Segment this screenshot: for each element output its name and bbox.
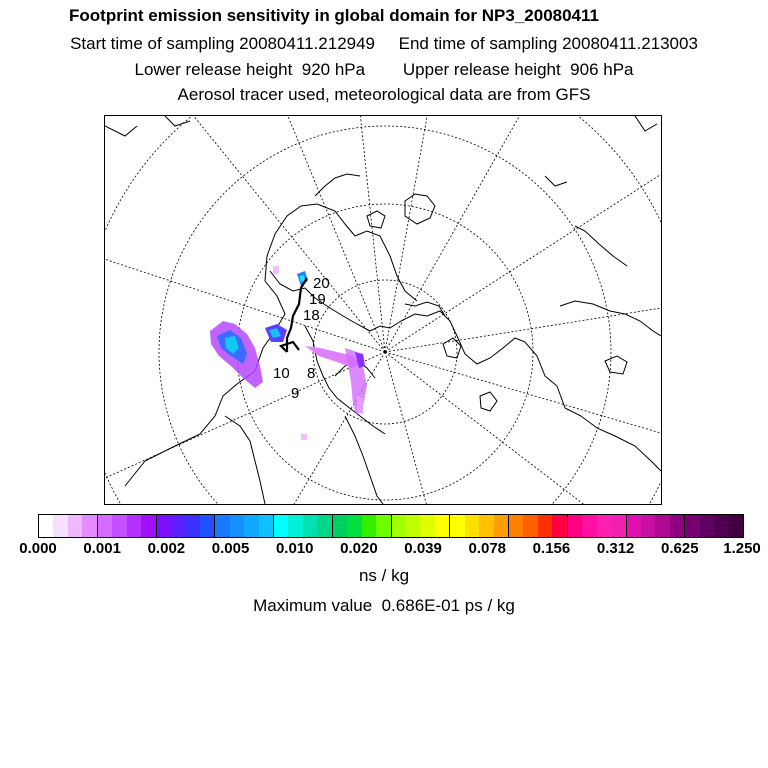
color-swatch [362, 515, 376, 537]
color-swatch [494, 515, 508, 537]
color-swatch [39, 515, 53, 537]
scale-tick-label: 0.002 [147, 540, 186, 557]
scale-tick-label: 0.010 [275, 540, 314, 557]
color-swatch [582, 515, 596, 537]
sensitivity-footprint [210, 266, 367, 440]
scale-tick-label: 0.312 [596, 540, 635, 557]
color-swatch [171, 515, 185, 537]
scale-tick-label: 0.078 [468, 540, 507, 557]
color-swatch [141, 515, 155, 537]
scale-tick-label: 0.005 [211, 540, 250, 557]
color-swatch [567, 515, 582, 537]
track-label-10: 10 [273, 365, 290, 382]
color-swatch [523, 515, 537, 537]
color-swatch [97, 515, 112, 537]
release-height-line: Lower release height 920 hPa Upper release height 906 hPa [134, 60, 634, 79]
color-swatch [259, 515, 273, 537]
color-swatch [156, 515, 171, 537]
scale-tick-label: 0.156 [532, 540, 571, 557]
graticule [105, 116, 661, 504]
color-swatch [420, 515, 434, 537]
unit-label: ns / kg [358, 566, 410, 585]
latitude-circle-outer [159, 126, 611, 504]
meridians [105, 116, 661, 504]
scale-tick-label: 0.020 [340, 540, 378, 557]
color-swatch [200, 515, 214, 537]
color-swatch [347, 515, 361, 537]
color-swatch [670, 515, 684, 537]
color-swatch [82, 515, 96, 537]
color-swatch [303, 515, 317, 537]
color-swatch [288, 515, 302, 537]
polar-map [104, 115, 662, 505]
sampling-time-line: Start time of sampling 20080411.212949 End time of sampling 20080411.213003 [70, 34, 698, 53]
color-scale-bar [38, 514, 744, 538]
coastlines [105, 116, 661, 504]
color-swatch [214, 515, 229, 537]
color-swatch [332, 515, 347, 537]
track-label-9: 9 [291, 385, 300, 402]
track-label-8: 8 [307, 365, 316, 382]
maximum-value-label: Maximum value 0.686E-01 ps / kg [253, 596, 515, 615]
color-swatch [273, 515, 288, 537]
color-swatch [68, 515, 82, 537]
color-swatch [185, 515, 199, 537]
color-swatch [700, 515, 714, 537]
color-swatch [376, 515, 390, 537]
color-swatch [611, 515, 625, 537]
color-scale-ticks [0, 540, 768, 560]
plot-title: Footprint emission sensitivity in global domain for NP3_20080411 [69, 6, 599, 25]
latitude-circle-outermost [105, 116, 661, 504]
scale-tick-label: 0.000 [19, 540, 57, 557]
color-swatch [53, 515, 67, 537]
color-swatch [112, 515, 126, 537]
color-swatch [626, 515, 641, 537]
color-swatch [714, 515, 728, 537]
scale-tick-label: 0.039 [404, 540, 442, 557]
color-swatch [597, 515, 611, 537]
color-swatch [406, 515, 420, 537]
color-swatch [230, 515, 244, 537]
color-swatch [508, 515, 523, 537]
color-swatch [655, 515, 669, 537]
color-swatch [391, 515, 406, 537]
color-swatch [641, 515, 655, 537]
color-swatch [552, 515, 566, 537]
color-swatch [538, 515, 552, 537]
color-swatch [435, 515, 449, 537]
tracer-info-line: Aerosol tracer used, meteorological data are from GFS [177, 85, 591, 104]
track-label-18: 18 [303, 307, 320, 324]
track-label-19: 19 [309, 291, 326, 308]
color-swatch [479, 515, 493, 537]
scale-tick-label: 0.625 [661, 540, 699, 557]
track-label-20: 20 [313, 275, 330, 292]
color-swatch [127, 515, 141, 537]
scale-tick-label: 0.001 [83, 540, 121, 557]
color-swatch [244, 515, 258, 537]
color-swatch [729, 515, 743, 537]
color-swatch [684, 515, 699, 537]
scale-tick-label: 1.250 [723, 540, 761, 557]
color-swatch [449, 515, 464, 537]
color-swatch [465, 515, 479, 537]
map-canvas [105, 116, 661, 504]
color-swatch [317, 515, 331, 537]
